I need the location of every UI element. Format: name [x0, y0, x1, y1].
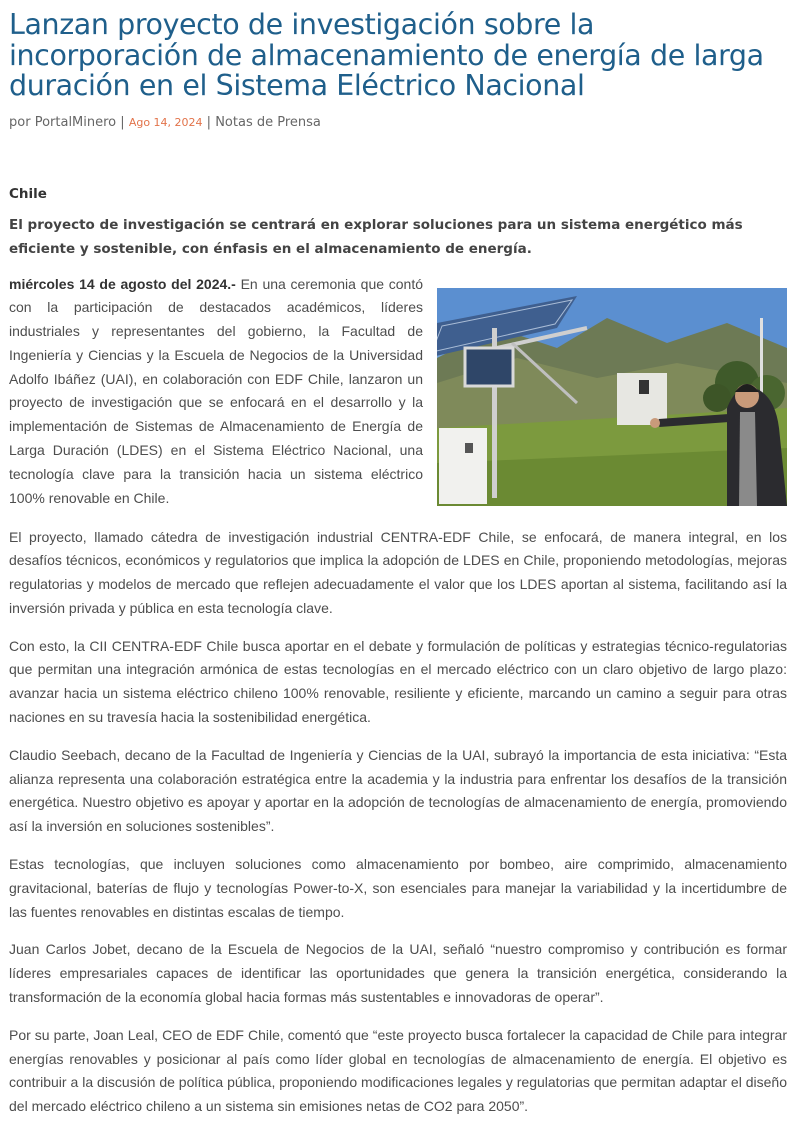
paragraph: Por su parte, Joan Leal, CEO de EDF Chile, comentó que “este proyecto busca fortalecer la capacidad de Chile para integrar energías renovables y posicionar al país como líder global en tecnologías de almacenamiento de energía. El objetivo es contribuir a la discusión de política pública, proponiendo modificaciones legales y regulatorias que permitan adaptar el diseño del mercado eléctrico chileno a un sistema sin emisiones netas de CO2 para 2050”.: [9, 1026, 787, 1115]
country-label: Chile: [9, 185, 47, 202]
paragraph: Con esto, la CII CENTRA-EDF Chile busca aportar en el debate y formulación de políticas y estrategias técnico-regulatorias que permitan una integración armónica de estas tecnologías en el mercado eléctrico con un claro objetivo de largo plazo: avanzar hacia un sistema eléctrico chileno 100% renovable, resiliente y eficiente, marcando un camino a seguir para otras naciones en su travesía hacia la sostenibilidad energética.: [9, 637, 787, 726]
paragraph: Claudio Seebach, decano de la Facultad de Ingeniería y Ciencias de la UAI, subrayó la importancia de esta iniciativa: “Esta alianza representa una colaboración estratégica entre la academia y la industria para enfrentar los desafíos de la transición energética. Nuestro objetivo es apoyar y aportar en la adopción de tecnologías de almacenamiento de energía, promoviendo así la inversión en soluciones sostenibles”.: [9, 746, 787, 835]
article: [0, 10, 799, 1119]
author-prefix: por: [9, 114, 31, 130]
author-link[interactable]: PortalMinero: [34, 114, 117, 130]
category-link[interactable]: Notas de Prensa: [215, 114, 321, 130]
article-photo: [437, 288, 787, 506]
intro-section: [9, 273, 787, 512]
paragraph: El proyecto, llamado cátedra de investigación industrial CENTRA-EDF Chile, se enfocará, de manera integral, en los desafíos técnicos, económicos y regulatorios que implica la adopción de LDES en Chile, proponiendo metodologías, mejoras regulatorias y modelos de mercado que reflejen adecuadamente el valor que los LDES aportan al sistema, facilitando así la inversión privada y pública en esta tecnología clave.: [9, 528, 787, 616]
paragraph: Estas tecnologías, que incluyen soluciones como almacenamiento por bombeo, aire comprimido, almacenamiento gravitacional, baterías de flujo y tecnologías Power-to-X, son esenciales para manejar la variabilidad y la incertidumbre de las fuentes renovables en distintas escalas de tiempo.: [9, 856, 787, 920]
publish-date: Ago 14, 2024: [128, 115, 203, 129]
article-meta: [9, 114, 787, 132]
meta-separator: |: [206, 114, 212, 130]
meta-separator: |: [120, 114, 125, 130]
article-title: Lanzan proyecto de investigación sobre la incorporación de almacenamiento de energía de larga duración en el Sistema Eléctrico Nacional: [9, 8, 764, 102]
dateline: miércoles 14 de agosto del 2024.-: [9, 275, 236, 292]
paragraph-intro-text: En una ceremonia que contó con la participación de destacados académicos, líderes industriales y representantes del gobierno, la Facultad de Ingeniería y Ciencias y la Escuela de Negocios de la Universidad Adolfo Ibáñez (UAI), en colaboración con EDF Chile, lanzaron un proyecto de investigación que se enfocará en el desarrollo y la implementación de Sistemas de Almacenamiento de Energía de Larga Duración (LDES) en el Sistema Eléctrico Nacional, una tecnología clave para la transición hacia un sistema eléctrico 100% renovable en Chile.: [9, 275, 424, 506]
article-lead: El proyecto de investigación se centrará en explorar soluciones para un sistema energético más eficiente y sostenible, con énfasis en el almacenamiento de energía.: [9, 216, 743, 257]
paragraph: Juan Carlos Jobet, decano de la Escuela de Negocios de la UAI, señaló “nuestro compromiso y contribución es formar líderes empresariales capaces de identificar las oportunidades que genera la transición energética, considerando la transformación de la economía global hacia formas más sustentables e innovadoras de operar”.: [9, 941, 787, 1006]
